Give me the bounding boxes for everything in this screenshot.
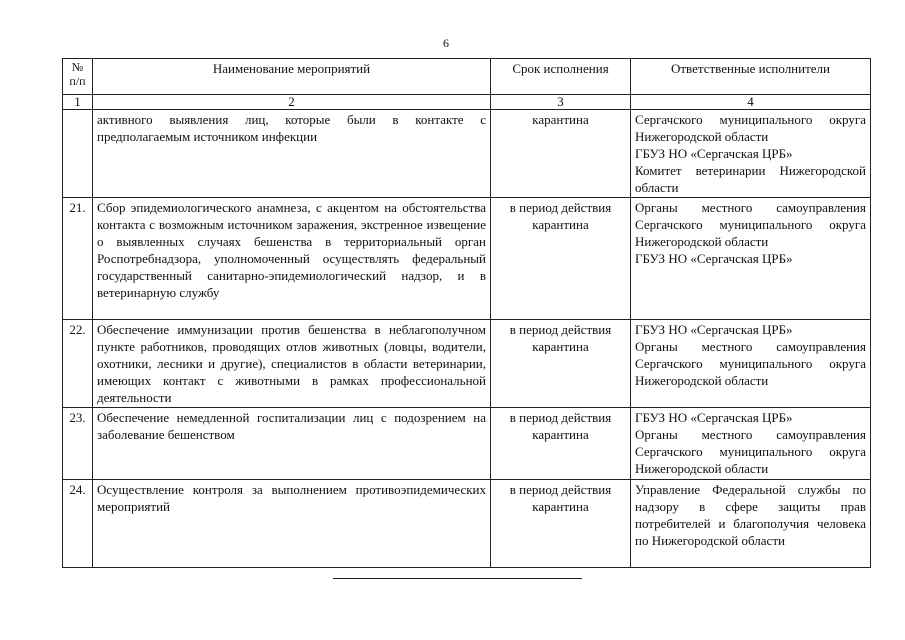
column-index: 3 — [491, 95, 631, 110]
responsible-entry: Органы местного самоуправления Сергачского муниципального округа Нижегородской области — [635, 339, 866, 388]
header-row — [63, 59, 871, 95]
table-row — [63, 110, 871, 198]
column-index: 1 — [63, 95, 93, 110]
measure-name: Обеспечение немедленной госпитализации лиц с подозрением на заболевание бешенством — [93, 408, 491, 480]
deadline: карантина — [491, 110, 631, 198]
responsible-entry: Органы местного самоуправления Сергачского муниципального округа Нижегородской области — [635, 200, 866, 249]
responsible — [631, 320, 871, 408]
responsible — [631, 198, 871, 320]
header-num: № п/п — [63, 59, 93, 95]
row-number: 23. — [63, 408, 93, 480]
responsible-entry: ГБУЗ НО «Сергачская ЦРБ» — [635, 251, 793, 266]
deadline: в период действия карантина — [491, 408, 631, 480]
responsible — [631, 408, 871, 480]
measures-table — [62, 58, 871, 568]
table-row — [63, 320, 871, 408]
signature-divider — [333, 578, 582, 579]
measure-name: Осуществление контроля за выполнением противоэпидемических мероприятий — [93, 480, 491, 568]
responsible-entry: ГБУЗ НО «Сергачская ЦРБ» — [635, 146, 793, 161]
responsible-entry: ГБУЗ НО «Сергачская ЦРБ» — [635, 322, 793, 337]
measure-name: активного выявления лиц, которые были в контакте с предполагаемым источником инфекции — [93, 110, 491, 198]
row-number: 22. — [63, 320, 93, 408]
table-row — [63, 408, 871, 480]
deadline: в период действия карантина — [491, 480, 631, 568]
responsible-entry: Управление Федеральной службы по надзору в сфере защиты прав потребителей и благополучия человека по Нижегородской области — [635, 482, 866, 548]
measure-name: Сбор эпидемиологического анамнеза, с акцентом на обстоятельства контакта с возможным источником заражения, экстренное извещение о выявленных случаях бешенства в территориальный орган Роспотребнадзора, уполномоченный осуществлять федеральный государственный санитарно-эпидемиологический надзор, и в ветеринарную службу — [93, 198, 491, 320]
row-number: 21. — [63, 198, 93, 320]
table-row — [63, 198, 871, 320]
responsible — [631, 480, 871, 568]
page-number: 6 — [443, 36, 449, 50]
deadline: в период действия карантина — [491, 320, 631, 408]
header-responsible: Ответственные исполнители — [631, 59, 871, 95]
column-index-row — [63, 95, 871, 110]
row-number: 24. — [63, 480, 93, 568]
responsible-entry: Комитет ветеринарии Нижегородской области — [635, 163, 866, 195]
header-deadline: Срок исполнения — [491, 59, 631, 95]
responsible-entry: ГБУЗ НО «Сергачская ЦРБ» — [635, 410, 793, 425]
responsible-entry: Органы местного самоуправления Сергачского муниципального округа Нижегородской области — [635, 427, 866, 476]
deadline: в период действия карантина — [491, 198, 631, 320]
column-index: 4 — [631, 95, 871, 110]
row-number — [63, 110, 93, 198]
measure-name: Обеспечение иммунизации против бешенства в неблагополучном пункте работников, проводящих отлов животных (ловцы, водители, охотники, лесники и другие), специалистов в области ветеринарии, имеющих контакт с животными в рамках профессиональной деятельности — [93, 320, 491, 408]
header-name: Наименование мероприятий — [93, 59, 491, 95]
column-index: 2 — [93, 95, 491, 110]
responsible-entry: Сергачского муниципального округа Нижегородской области — [635, 112, 866, 144]
responsible — [631, 110, 871, 198]
table-row — [63, 480, 871, 568]
